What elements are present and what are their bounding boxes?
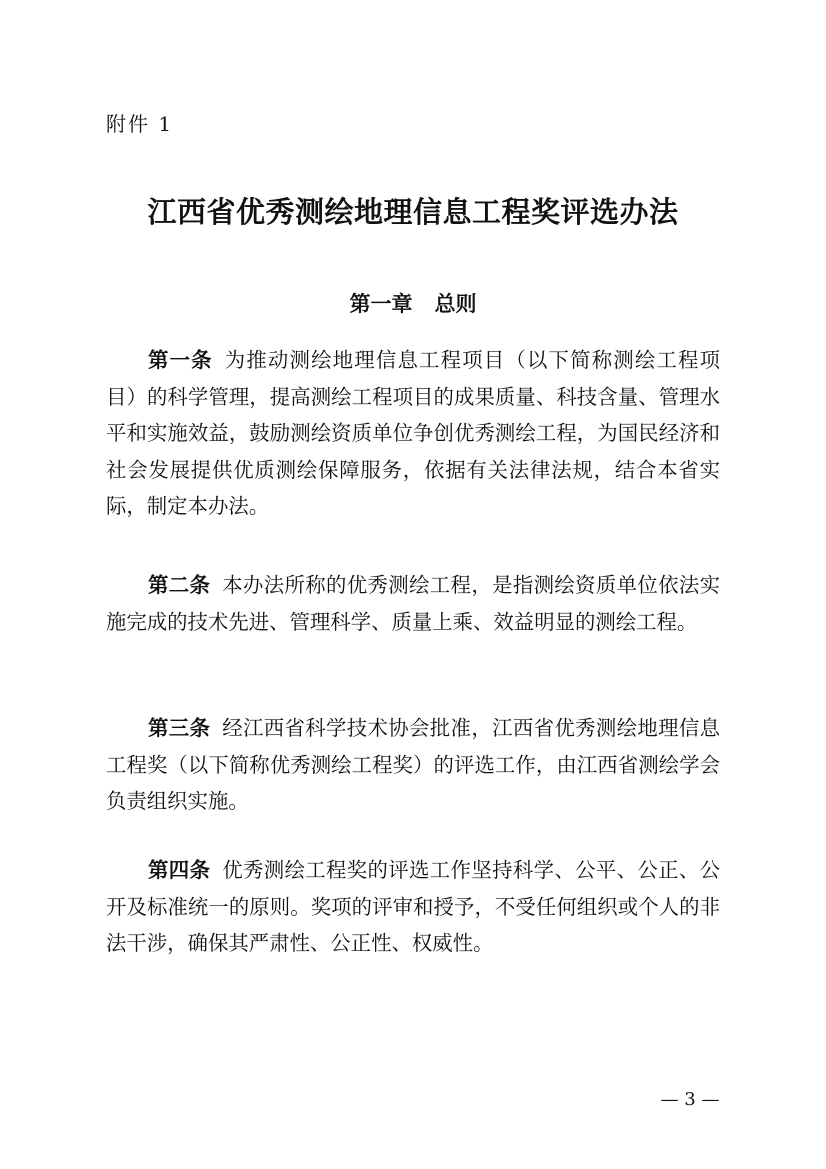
article-4-text: 优秀测绘工程奖的评选工作坚持科学、公平、公正、公开及标准统一的原则。奖项的评审和授予，不受任何组织或个人的非法干涉，确保其严肃性、公正性、权威性。 (106, 858, 721, 955)
article-2-text: 本办法所称的优秀测绘工程，是指测绘资质单位依法实施完成的技术先进、管理科学、质量上乘、效益明显的测绘工程。 (106, 573, 721, 634)
article-2 (106, 567, 720, 640)
article-3 (106, 710, 720, 820)
attachment-label: 附件 1 (106, 112, 174, 136)
article-3-text: 经江西省科学技术协会批准，江西省优秀测绘地理信息工程奖（以下简称优秀测绘工程奖）的评选工作，由江西省测绘学会负责组织实施。 (106, 716, 721, 813)
document-title: 江西省优秀测绘地理信息工程奖评选办法 (147, 195, 679, 229)
article-4-label: 第四条 (148, 858, 211, 882)
chapter-heading: 第一章 总则 (349, 292, 477, 316)
article-1 (106, 342, 720, 525)
article-1-text: 为推动测绘地理信息工程项目（以下简称测绘工程项目）的科学管理，提高测绘工程项目的成果质量、科技含量、管理水平和实施效益，鼓励测绘资质单位争创优秀测绘工程，为国民经济和社会发展提供优质测绘保障服务，依据有关法律法规，结合本省实际，制定本办法。 (106, 348, 721, 518)
article-2-label: 第二条 (148, 573, 211, 597)
article-1-label: 第一条 (148, 348, 213, 372)
article-3-label: 第三条 (148, 716, 211, 740)
page-number: — 3 — (660, 1089, 720, 1110)
article-4 (106, 852, 720, 962)
